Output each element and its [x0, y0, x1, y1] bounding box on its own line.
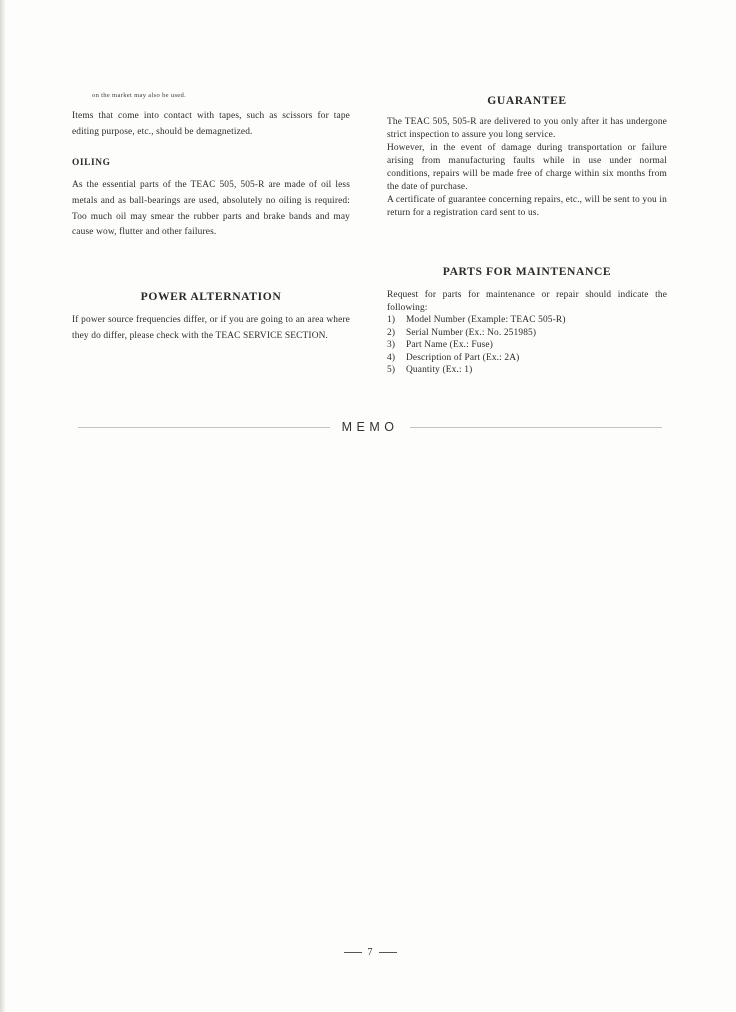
guarantee-heading: GUARANTEE	[487, 94, 567, 107]
page-number-dash-right	[379, 952, 397, 953]
list-item: 5) Quantity (Ex.: 1)	[387, 365, 473, 376]
page-number-value: 7	[367, 946, 373, 958]
memo-rule-left	[78, 427, 330, 428]
oiling-heading: OILING	[72, 158, 111, 168]
list-item: 2) Serial Number (Ex.: No. 251985)	[387, 327, 537, 338]
page-edge-shadow	[0, 0, 6, 1012]
power-alternation-body: If power source frequencies differ, or if you are going to an area where they do differ, please check with the TEAC SERVICE SECTION.	[72, 315, 350, 341]
list-item: 3) Part Name (Ex.: Fuse)	[387, 340, 493, 351]
memo-rule-right	[410, 427, 662, 428]
page-number	[340, 944, 400, 960]
memo-divider	[78, 419, 662, 435]
guarantee-paragraph-3: A certificate of guarantee concerning repairs, etc., will be sent to you in return for a registration card sent to us.	[387, 195, 667, 218]
parts-list	[387, 314, 667, 377]
parts-for-maintenance-heading: PARTS FOR MAINTENANCE	[442, 265, 612, 278]
oiling-body: As the essential parts of the TEAC 505, 505-R are made of oil less metals and as ball-bearings are used, absolutely no oiling is required: Too much oil may smear the rubber parts and brake bands and may cause wow, flutter and other failures.	[72, 180, 350, 238]
continuation-fragment: on the market may also be used.	[92, 92, 187, 99]
guarantee-paragraph-1: The TEAC 505, 505-R are delivered to you only after it has undergone strict inspection to assure you long service.	[387, 117, 667, 140]
guarantee-paragraph-2: However, in the event of damage during transportation or failure arising from manufacturing faults while in use under normal conditions, repairs will be made free of charge within six months from the date of purchase.	[387, 143, 667, 192]
items-demagnetize-paragraph: Items that come into contact with tapes, such as scissors for tape editing purpose, etc., should be demagnetized.	[72, 111, 350, 137]
power-alternation-heading: POWER ALTERNATION	[140, 290, 282, 303]
page-number-dash-left	[344, 952, 362, 953]
parts-intro: Request for parts for maintenance or repair should indicate the following:	[387, 290, 667, 313]
memo-label: MEMO	[341, 420, 399, 434]
list-item: 4) Description of Part (Ex.: 2A)	[387, 352, 520, 363]
guarantee-body	[387, 116, 667, 220]
list-item: 1) Model Number (Example: TEAC 505-R)	[387, 315, 566, 325]
